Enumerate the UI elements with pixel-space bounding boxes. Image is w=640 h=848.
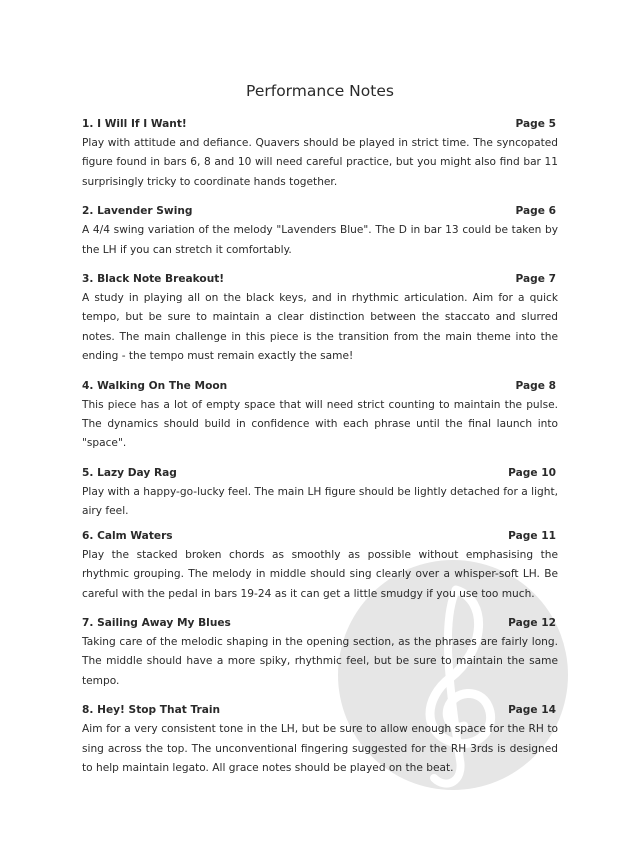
note-header	[82, 700, 558, 720]
note-page: Page 10	[508, 466, 556, 479]
note-item	[82, 201, 558, 260]
note-text: Aim for a very consistent tone in the LH, but be sure to allow enough space for the RH to sing across the top. The unconventional fingering suggested for the RH 3rds is designed to help maintain legato. All grace notes should be played on the beat.	[82, 723, 558, 774]
note-heading: 4. Walking On The Moon	[82, 379, 228, 392]
note-heading: 2. Lavender Swing	[82, 205, 193, 218]
note-header	[82, 269, 558, 289]
note-text: Play the stacked broken chords as smoothly as possible without emphasising the rhythmic grouping. The melody in middle should sing clearly over a whisper-soft LH. Be careful with the pedal in bars 19-24 as it can get a little smudgy if you use too much.	[82, 548, 558, 600]
note-text: Taking care of the melodic shaping in the opening section, as the phrases are fairly long. The middle should have a more spiky, rhythmic feel, but be sure to maintain the same tempo.	[82, 635, 558, 687]
note-page: Page 11	[508, 529, 556, 542]
note-heading: 1. I Will If I Want!	[82, 118, 187, 130]
notes-list	[82, 114, 558, 778]
note-header	[82, 114, 558, 134]
note-heading: 3. Black Note Breakout!	[82, 273, 225, 286]
note-heading: 5. Lazy Day Rag	[82, 466, 177, 479]
note-header	[82, 526, 558, 546]
note-item	[82, 613, 558, 691]
note-text: Play with a happy-go-lucky feel. The main LH figure should be lightly detached for a light, airy feel.	[82, 485, 558, 518]
note-item	[82, 269, 558, 367]
note-item	[82, 376, 558, 454]
note-heading: 7. Sailing Away My Blues	[82, 616, 231, 629]
note-item	[82, 463, 558, 522]
note-item	[82, 114, 558, 192]
note-page: Page 6	[515, 205, 556, 218]
note-text: This piece has a lot of empty space that will need strict counting to maintain the pulse. The dynamics should build in confidence with each phrase until the final launch into "space".	[82, 398, 558, 450]
note-header	[82, 463, 558, 483]
note-page: Page 14	[508, 704, 556, 717]
note-item	[82, 700, 558, 778]
note-page: Page 12	[508, 616, 556, 629]
note-text: A 4/4 swing variation of the melody "Lavenders Blue". The D in bar 13 could be taken by the LH if you can stretch it comfortably.	[82, 224, 558, 256]
note-header	[82, 613, 558, 633]
note-page: Page 5	[515, 118, 556, 130]
note-page: Page 8	[515, 379, 556, 392]
note-heading: 8. Hey! Stop That Train	[82, 704, 221, 717]
note-text: Play with attitude and defiance. Quavers should be played in strict time. The syncopated figure found in bars 6, 8 and 10 will need careful practice, but you might also find bar 11 surprisingly tricky to coordinate hands together.	[82, 137, 558, 188]
note-page: Page 7	[515, 273, 556, 286]
note-text: A study in playing all on the black keys, and in rhythmic articulation. Aim for a quick tempo, but be sure to maintain a clear distinction between the staccato and slurred notes. The main challenge in this piece is the transition from the main theme into the ending - the tempo must remain exactly the same!	[82, 292, 558, 363]
note-header	[82, 376, 558, 396]
note-item	[82, 526, 558, 604]
page-title: Performance Notes	[246, 82, 394, 100]
note-heading: 6. Calm Waters	[82, 529, 173, 542]
note-header	[82, 201, 558, 221]
